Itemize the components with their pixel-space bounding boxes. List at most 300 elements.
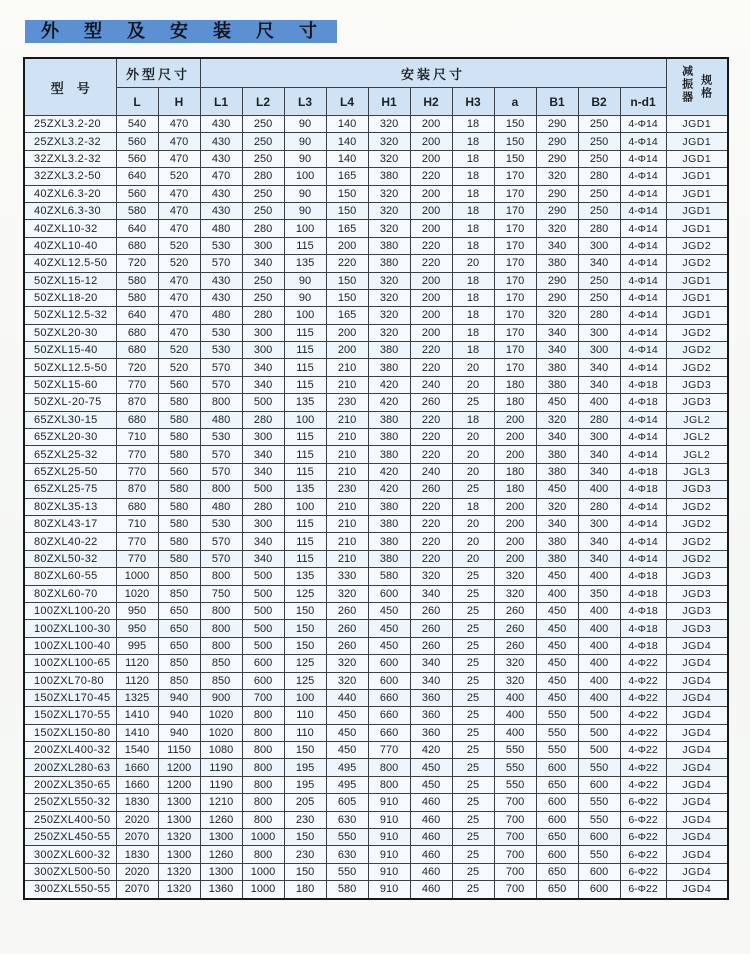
cell-a: 170 xyxy=(494,289,536,306)
cell-L4: 210 xyxy=(326,359,368,376)
cell-H3: 18 xyxy=(452,307,494,324)
table-row xyxy=(24,568,728,585)
sub-header-row xyxy=(24,88,728,116)
cell-L: 1410 xyxy=(116,707,158,724)
cell-damper: JGD1 xyxy=(666,116,728,133)
cell-H1: 320 xyxy=(368,272,410,289)
cell-model: 50ZXL12.5-50 xyxy=(24,359,116,376)
cell-L1: 530 xyxy=(200,324,242,341)
table-row xyxy=(24,255,728,272)
cell-model: 200ZXL350-65 xyxy=(24,776,116,793)
cell-L4: 450 xyxy=(326,742,368,759)
cell-H: 580 xyxy=(158,533,200,550)
cell-L2: 600 xyxy=(242,655,284,672)
cell-H: 940 xyxy=(158,689,200,706)
cell-H2: 200 xyxy=(410,220,452,237)
cell-model: 50ZXL12.5-32 xyxy=(24,307,116,324)
cell-n-d1: 4-Φ14 xyxy=(620,429,666,446)
cell-L3: 100 xyxy=(284,307,326,324)
table-row xyxy=(24,707,728,724)
cell-L2: 300 xyxy=(242,324,284,341)
cell-L4: 210 xyxy=(326,376,368,393)
cell-L3: 125 xyxy=(284,585,326,602)
cell-H1: 380 xyxy=(368,359,410,376)
table-row xyxy=(24,307,728,324)
cell-B2: 400 xyxy=(578,689,620,706)
cell-B2: 400 xyxy=(578,602,620,619)
cell-damper: JGD4 xyxy=(666,811,728,828)
cell-L3: 90 xyxy=(284,272,326,289)
cell-L1: 800 xyxy=(200,394,242,411)
col-header-H3: H3 xyxy=(452,88,494,116)
cell-H1: 380 xyxy=(368,498,410,515)
cell-H3: 18 xyxy=(452,498,494,515)
cell-H3: 18 xyxy=(452,220,494,237)
cell-H2: 260 xyxy=(410,481,452,498)
cell-L3: 125 xyxy=(284,655,326,672)
cell-n-d1: 4-Φ14 xyxy=(620,515,666,532)
cell-L1: 430 xyxy=(200,150,242,167)
cell-H1: 450 xyxy=(368,602,410,619)
cell-H: 1320 xyxy=(158,829,200,846)
cell-model: 50ZXL20-30 xyxy=(24,324,116,341)
cell-L1: 1190 xyxy=(200,776,242,793)
cell-H: 560 xyxy=(158,376,200,393)
cell-H3: 20 xyxy=(452,255,494,272)
table-row xyxy=(24,202,728,219)
cell-L: 770 xyxy=(116,550,158,567)
cell-a: 170 xyxy=(494,185,536,202)
cell-n-d1: 4-Φ22 xyxy=(620,655,666,672)
cell-L: 1120 xyxy=(116,655,158,672)
col-header-L3: L3 xyxy=(284,88,326,116)
cell-L4: 210 xyxy=(326,446,368,463)
cell-H3: 25 xyxy=(452,568,494,585)
cell-n-d1: 4-Φ14 xyxy=(620,220,666,237)
cell-L3: 135 xyxy=(284,255,326,272)
cell-H2: 200 xyxy=(410,289,452,306)
cell-L2: 1000 xyxy=(242,829,284,846)
cell-B1: 450 xyxy=(536,602,578,619)
table-row xyxy=(24,272,728,289)
cell-H2: 450 xyxy=(410,759,452,776)
cell-L: 2020 xyxy=(116,811,158,828)
cell-L4: 260 xyxy=(326,637,368,654)
cell-B1: 380 xyxy=(536,376,578,393)
cell-damper: JGD2 xyxy=(666,550,728,567)
cell-model: 50ZXL15-12 xyxy=(24,272,116,289)
cell-L3: 135 xyxy=(284,394,326,411)
cell-L: 1120 xyxy=(116,672,158,689)
cell-H3: 25 xyxy=(452,637,494,654)
cell-a: 180 xyxy=(494,394,536,411)
cell-L1: 430 xyxy=(200,133,242,150)
cell-L1: 1080 xyxy=(200,742,242,759)
cell-B1: 340 xyxy=(536,515,578,532)
cell-H1: 800 xyxy=(368,759,410,776)
cell-H3: 18 xyxy=(452,324,494,341)
cell-L4: 630 xyxy=(326,811,368,828)
cell-model: 25ZXL3.2-32 xyxy=(24,133,116,150)
dimensions-table-wrapper xyxy=(23,57,729,900)
cell-model: 100ZXL100-40 xyxy=(24,637,116,654)
cell-L1: 850 xyxy=(200,655,242,672)
cell-a: 170 xyxy=(494,202,536,219)
cell-H: 470 xyxy=(158,324,200,341)
cell-L: 770 xyxy=(116,533,158,550)
cell-damper: JGL2 xyxy=(666,446,728,463)
cell-L1: 1260 xyxy=(200,811,242,828)
cell-L: 640 xyxy=(116,168,158,185)
cell-L3: 125 xyxy=(284,672,326,689)
cell-B2: 340 xyxy=(578,463,620,480)
cell-damper: JGD4 xyxy=(666,794,728,811)
cell-L3: 115 xyxy=(284,359,326,376)
cell-H1: 580 xyxy=(368,568,410,585)
cell-n-d1: 6-Φ22 xyxy=(620,794,666,811)
cell-a: 200 xyxy=(494,498,536,515)
cell-B1: 340 xyxy=(536,429,578,446)
cell-model: 50ZXL-20-75 xyxy=(24,394,116,411)
cell-damper: JGD2 xyxy=(666,324,728,341)
table-row xyxy=(24,481,728,498)
cell-L4: 550 xyxy=(326,829,368,846)
cell-L2: 500 xyxy=(242,620,284,637)
cell-H1: 380 xyxy=(368,168,410,185)
cell-L1: 480 xyxy=(200,411,242,428)
table-row xyxy=(24,342,728,359)
cell-n-d1: 4-Φ14 xyxy=(620,289,666,306)
cell-L: 2020 xyxy=(116,863,158,880)
cell-L4: 580 xyxy=(326,881,368,899)
cell-B1: 450 xyxy=(536,672,578,689)
cell-L: 540 xyxy=(116,116,158,133)
cell-H2: 200 xyxy=(410,324,452,341)
cell-n-d1: 6-Φ22 xyxy=(620,846,666,863)
cell-a: 550 xyxy=(494,759,536,776)
cell-L1: 800 xyxy=(200,602,242,619)
cell-n-d1: 4-Φ14 xyxy=(620,446,666,463)
col-header-H1: H1 xyxy=(368,88,410,116)
cell-H2: 220 xyxy=(410,342,452,359)
cell-n-d1: 4-Φ18 xyxy=(620,394,666,411)
cell-L: 995 xyxy=(116,637,158,654)
cell-damper: JGD3 xyxy=(666,376,728,393)
cell-a: 700 xyxy=(494,811,536,828)
cell-H1: 380 xyxy=(368,533,410,550)
cell-H3: 25 xyxy=(452,742,494,759)
cell-H: 560 xyxy=(158,463,200,480)
table-row xyxy=(24,689,728,706)
cell-L: 1660 xyxy=(116,776,158,793)
cell-L: 580 xyxy=(116,289,158,306)
cell-L1: 530 xyxy=(200,237,242,254)
cell-L1: 570 xyxy=(200,533,242,550)
cell-L2: 500 xyxy=(242,568,284,585)
cell-B2: 280 xyxy=(578,307,620,324)
cell-a: 550 xyxy=(494,742,536,759)
cell-model: 32ZXL3.2-32 xyxy=(24,150,116,167)
cell-damper: JGD4 xyxy=(666,724,728,741)
cell-L2: 500 xyxy=(242,394,284,411)
cell-H: 850 xyxy=(158,655,200,672)
cell-L4: 150 xyxy=(326,202,368,219)
cell-n-d1: 4-Φ18 xyxy=(620,481,666,498)
cell-a: 180 xyxy=(494,463,536,480)
cell-L: 580 xyxy=(116,272,158,289)
cell-L: 1020 xyxy=(116,585,158,602)
cell-B2: 400 xyxy=(578,620,620,637)
cell-L1: 530 xyxy=(200,342,242,359)
cell-n-d1: 4-Φ22 xyxy=(620,742,666,759)
cell-H3: 18 xyxy=(452,289,494,306)
cell-B2: 340 xyxy=(578,376,620,393)
cell-H1: 380 xyxy=(368,515,410,532)
cell-L3: 100 xyxy=(284,498,326,515)
cell-L2: 800 xyxy=(242,759,284,776)
cell-L3: 195 xyxy=(284,776,326,793)
col-header-B1: B1 xyxy=(536,88,578,116)
cell-L2: 300 xyxy=(242,429,284,446)
cell-damper: JGD3 xyxy=(666,394,728,411)
cell-H1: 600 xyxy=(368,585,410,602)
col-header-damper-spec xyxy=(666,58,728,116)
cell-model: 40ZXL6.3-20 xyxy=(24,185,116,202)
cell-H: 520 xyxy=(158,237,200,254)
cell-B2: 340 xyxy=(578,533,620,550)
cell-L3: 135 xyxy=(284,481,326,498)
table-row xyxy=(24,672,728,689)
cell-L2: 1000 xyxy=(242,863,284,880)
cell-model: 40ZXL6.3-30 xyxy=(24,202,116,219)
cell-H1: 420 xyxy=(368,376,410,393)
cell-B1: 380 xyxy=(536,463,578,480)
table-row xyxy=(24,533,728,550)
cell-B1: 380 xyxy=(536,533,578,550)
cell-B1: 320 xyxy=(536,220,578,237)
cell-L4: 450 xyxy=(326,724,368,741)
cell-H3: 25 xyxy=(452,672,494,689)
cell-B2: 340 xyxy=(578,550,620,567)
cell-H: 580 xyxy=(158,429,200,446)
cell-a: 700 xyxy=(494,794,536,811)
cell-H: 580 xyxy=(158,515,200,532)
cell-B2: 280 xyxy=(578,498,620,515)
cell-damper: JGD3 xyxy=(666,602,728,619)
cell-L3: 150 xyxy=(284,863,326,880)
cell-L1: 800 xyxy=(200,481,242,498)
cell-H2: 220 xyxy=(410,429,452,446)
cell-H: 940 xyxy=(158,724,200,741)
cell-L1: 570 xyxy=(200,550,242,567)
cell-n-d1: 4-Φ14 xyxy=(620,255,666,272)
cell-L: 680 xyxy=(116,324,158,341)
cell-L3: 195 xyxy=(284,759,326,776)
cell-H2: 260 xyxy=(410,620,452,637)
col-header-L: L xyxy=(116,88,158,116)
cell-B2: 280 xyxy=(578,220,620,237)
cell-L2: 300 xyxy=(242,515,284,532)
cell-L: 950 xyxy=(116,602,158,619)
cell-n-d1: 4-Φ14 xyxy=(620,359,666,376)
cell-H2: 220 xyxy=(410,498,452,515)
cell-L: 640 xyxy=(116,307,158,324)
cell-L4: 495 xyxy=(326,776,368,793)
cell-model: 50ZXL15-60 xyxy=(24,376,116,393)
cell-a: 170 xyxy=(494,237,536,254)
cell-L: 580 xyxy=(116,202,158,219)
cell-H: 940 xyxy=(158,707,200,724)
cell-B1: 380 xyxy=(536,359,578,376)
cell-L3: 90 xyxy=(284,185,326,202)
cell-H2: 240 xyxy=(410,463,452,480)
cell-damper: JGD1 xyxy=(666,272,728,289)
cell-n-d1: 4-Φ22 xyxy=(620,724,666,741)
cell-H2: 460 xyxy=(410,794,452,811)
cell-damper: JGD1 xyxy=(666,150,728,167)
cell-B2: 250 xyxy=(578,150,620,167)
table-row xyxy=(24,359,728,376)
cell-damper: JGD1 xyxy=(666,202,728,219)
cell-a: 180 xyxy=(494,376,536,393)
cell-H1: 320 xyxy=(368,307,410,324)
cell-a: 260 xyxy=(494,637,536,654)
cell-L2: 340 xyxy=(242,463,284,480)
cell-model: 100ZXL100-65 xyxy=(24,655,116,672)
cell-H3: 25 xyxy=(452,620,494,637)
col-header-L4: L4 xyxy=(326,88,368,116)
cell-L4: 210 xyxy=(326,550,368,567)
cell-H: 1320 xyxy=(158,863,200,880)
cell-H: 470 xyxy=(158,202,200,219)
cell-damper: JGD1 xyxy=(666,220,728,237)
cell-damper: JGD4 xyxy=(666,776,728,793)
cell-B1: 450 xyxy=(536,655,578,672)
cell-H1: 420 xyxy=(368,394,410,411)
cell-B1: 600 xyxy=(536,759,578,776)
cell-B1: 380 xyxy=(536,550,578,567)
cell-B1: 650 xyxy=(536,776,578,793)
cell-damper: JGD4 xyxy=(666,672,728,689)
cell-B2: 400 xyxy=(578,672,620,689)
cell-H: 1200 xyxy=(158,776,200,793)
cell-a: 200 xyxy=(494,446,536,463)
cell-L3: 115 xyxy=(284,376,326,393)
cell-B2: 300 xyxy=(578,237,620,254)
cell-L1: 470 xyxy=(200,168,242,185)
cell-H3: 20 xyxy=(452,446,494,463)
cell-a: 170 xyxy=(494,359,536,376)
cell-model: 80ZXL60-70 xyxy=(24,585,116,602)
cell-H3: 25 xyxy=(452,794,494,811)
cell-L3: 150 xyxy=(284,742,326,759)
cell-H: 850 xyxy=(158,672,200,689)
cell-L1: 800 xyxy=(200,568,242,585)
cell-H: 470 xyxy=(158,307,200,324)
cell-H: 1300 xyxy=(158,794,200,811)
cell-H3: 25 xyxy=(452,602,494,619)
cell-H1: 910 xyxy=(368,794,410,811)
cell-B1: 290 xyxy=(536,202,578,219)
cell-L2: 500 xyxy=(242,585,284,602)
table-row xyxy=(24,429,728,446)
cell-model: 150ZXL150-80 xyxy=(24,724,116,741)
cell-L4: 210 xyxy=(326,411,368,428)
cell-L2: 280 xyxy=(242,168,284,185)
cell-L4: 320 xyxy=(326,585,368,602)
cell-H3: 25 xyxy=(452,481,494,498)
cell-a: 320 xyxy=(494,585,536,602)
cell-n-d1: 4-Φ14 xyxy=(620,342,666,359)
cell-L3: 90 xyxy=(284,202,326,219)
cell-B2: 600 xyxy=(578,776,620,793)
cell-L: 1660 xyxy=(116,759,158,776)
cell-H2: 200 xyxy=(410,133,452,150)
cell-damper: JGD1 xyxy=(666,168,728,185)
cell-B1: 600 xyxy=(536,794,578,811)
cell-damper: JGD4 xyxy=(666,863,728,880)
cell-L3: 115 xyxy=(284,446,326,463)
cell-B1: 340 xyxy=(536,237,578,254)
cell-L: 870 xyxy=(116,394,158,411)
cell-L: 770 xyxy=(116,463,158,480)
cell-L1: 530 xyxy=(200,429,242,446)
cell-H: 850 xyxy=(158,585,200,602)
table-row xyxy=(24,168,728,185)
cell-L2: 280 xyxy=(242,498,284,515)
cell-a: 200 xyxy=(494,515,536,532)
cell-n-d1: 4-Φ14 xyxy=(620,533,666,550)
cell-damper: JGD4 xyxy=(666,707,728,724)
cell-B2: 400 xyxy=(578,394,620,411)
cell-B2: 300 xyxy=(578,429,620,446)
cell-L1: 570 xyxy=(200,255,242,272)
cell-L: 710 xyxy=(116,515,158,532)
cell-damper: JGD4 xyxy=(666,759,728,776)
cell-H2: 220 xyxy=(410,446,452,463)
cell-L: 680 xyxy=(116,411,158,428)
dimensions-table xyxy=(23,57,729,900)
cell-L1: 570 xyxy=(200,376,242,393)
cell-H2: 200 xyxy=(410,150,452,167)
table-row xyxy=(24,794,728,811)
cell-n-d1: 4-Φ18 xyxy=(620,463,666,480)
cell-B2: 550 xyxy=(578,846,620,863)
cell-B2: 400 xyxy=(578,655,620,672)
cell-model: 150ZXL170-55 xyxy=(24,707,116,724)
cell-B2: 250 xyxy=(578,202,620,219)
cell-a: 260 xyxy=(494,620,536,637)
cell-L: 770 xyxy=(116,376,158,393)
cell-L3: 230 xyxy=(284,811,326,828)
cell-L2: 280 xyxy=(242,411,284,428)
cell-H2: 320 xyxy=(410,568,452,585)
cell-B1: 550 xyxy=(536,742,578,759)
cell-H2: 220 xyxy=(410,411,452,428)
cell-L2: 800 xyxy=(242,776,284,793)
cell-H2: 240 xyxy=(410,376,452,393)
cell-B2: 500 xyxy=(578,707,620,724)
table-row xyxy=(24,515,728,532)
cell-a: 170 xyxy=(494,168,536,185)
cell-B2: 400 xyxy=(578,481,620,498)
cell-H2: 220 xyxy=(410,515,452,532)
table-row xyxy=(24,394,728,411)
cell-B2: 500 xyxy=(578,742,620,759)
cell-H3: 25 xyxy=(452,881,494,899)
cell-H: 520 xyxy=(158,255,200,272)
cell-n-d1: 6-Φ22 xyxy=(620,829,666,846)
